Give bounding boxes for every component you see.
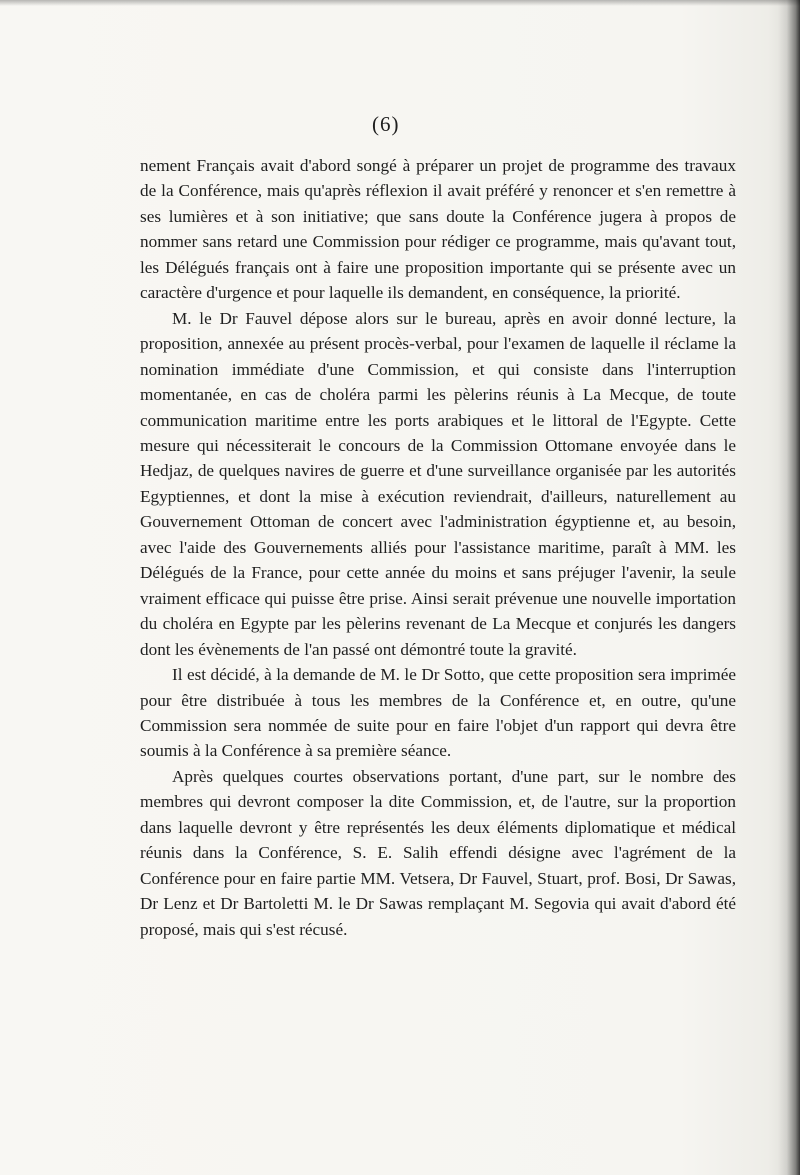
paragraph-continuation: nement Français avait d'abord songé à préparer un projet de programme des travaux de la Conférence, mais qu'après réflexion il avait préféré y renoncer et s'en remettre à ses lumières et à son initiative; que sans doute la Conférence jugera à propos de nommer sans retard une Commission pour rédiger ce programme, mais qu'avant tout, les Délégués français ont à faire une proposition importante qui se présente avec un caractère d'urgence et pour laquelle ils demandent, en conséquence, la priorité. [140, 156, 736, 303]
body-text [140, 153, 736, 942]
paragraph-sotto-decision: Il est décidé, à la demande de M. le Dr Sotto, que cette proposition sera imprimée pour être distribuée à tous les membres de la Conférence et, en outre, qu'une Commission sera nommée de suite pour en faire l'objet d'un rapport qui devra être soumis à la Conférence à sa première séance. [140, 665, 736, 761]
page-binding-shadow [778, 0, 800, 1175]
page-number: (6) [372, 112, 400, 136]
paragraph-fauvel-proposal: M. le Dr Fauvel dépose alors sur le bureau, après en avoir donné lecture, la proposition, annexée au présent procès-verbal, pour l'examen de laquelle il réclame la nomination immédiate d'une Commission, et qui consiste dans l'interruption momentanée, en cas de choléra parmi les pèlerins réunis à La Mecque, de toute communication maritime entre les ports arabiques et le littoral de l'Egypte. Cette mesure qui nécessiterait le concours de la Commission Ottomane envoyée dans le Hedjaz, de quelques navires de guerre et d'une surveillance organisée par les autorités Egyptiennes, et dont la mise à exécution reviendrait, d'ailleurs, naturellement au Gouvernement Ottoman de concert avec l'administration égyptienne et, au besoin, avec l'aide des Gouvernements alliés pour l'assistance maritime, paraît à MM. les Délégués de la France, pour cette année du moins et sans préjuger l'avenir, la seule vraiment efficace qui puisse être prise. Ainsi serait prévenue une nouvelle importation du choléra en Egypte par les pèlerins revenant de La Mecque et conjurés les dangers dont les évènements de l'an passé ont démontré toute la gravité. [140, 308, 736, 659]
paragraph-commission-members: Après quelques courtes observations portant, d'une part, sur le nombre des membres qui devront composer la dite Commission, et, de l'autre, sur la proportion dans laquelle devront y être représentés les deux éléments diplomatique et médical réunis dans la Conférence, S. E. Salih effendi désigne avec l'agrément de la Conférence pour en faire partie MM. Vetsera, Dr Fauvel, Stuart, prof. Bosi, Dr Sawas, Dr Lenz et Dr Bartoletti M. le Dr Sawas remplaçant M. Segovia qui avait d'abord été proposé, mais qui s'est récusé. [140, 766, 736, 939]
page-top-shadow [0, 0, 800, 6]
